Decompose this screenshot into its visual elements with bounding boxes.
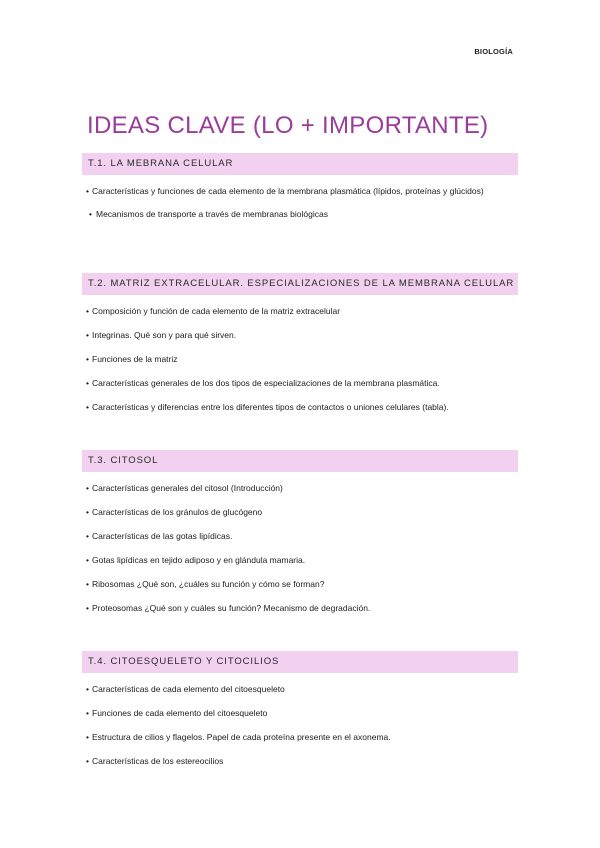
- list-item: [82, 731, 518, 744]
- item-text: Funciones de la matriz: [92, 354, 178, 364]
- item-list: [82, 185, 518, 221]
- list-item: [82, 530, 518, 543]
- bullet-icon: •: [86, 402, 89, 412]
- list-item: [82, 755, 518, 768]
- list-item: [82, 305, 518, 318]
- section-heading: T.3. CITOSOL: [82, 450, 518, 472]
- item-list: [82, 482, 518, 615]
- section-heading: T.4. CITOESQUELETO Y CITOCILIOS: [82, 651, 518, 673]
- list-item: [82, 707, 518, 720]
- item-list: [82, 683, 518, 768]
- item-text: Gotas lipídicas en tejido adiposo y en glándula mamaria.: [92, 555, 306, 565]
- item-text: Proteosomas ¿Qué son y cuáles su función? Mecanismo de degradación.: [92, 603, 371, 613]
- page-title: IDEAS CLAVE (LO + IMPORTANTE): [87, 112, 489, 139]
- bullet-icon: •: [86, 483, 89, 493]
- item-text: Características de los estereocilios: [92, 756, 224, 766]
- item-text: Composición y función de cada elemento de la matriz extracelular: [92, 306, 341, 316]
- list-item: [82, 208, 518, 221]
- list-item: [82, 482, 518, 495]
- list-item: [82, 602, 518, 615]
- bullet-icon: •: [89, 209, 92, 219]
- list-item: [82, 185, 518, 198]
- list-item: [82, 329, 518, 342]
- item-text: Mecanismos de transporte a través de membranas biológicas: [96, 209, 328, 219]
- section-heading: T.1. LA MEBRANA CELULAR: [82, 153, 518, 175]
- list-item: [82, 578, 518, 591]
- section-heading: T.2. MATRIZ EXTRACELULAR. ESPECIALIZACIONES DE LA MEMBRANA CELULAR: [82, 273, 518, 295]
- item-text: Características de los gránulos de glucógeno: [92, 507, 263, 517]
- item-text: Ribosomas ¿Qué son, ¿cuáles su función y cómo se forman?: [92, 579, 325, 589]
- item-text: Características generales de los dos tipos de especializaciones de la membrana plasmática.: [92, 378, 440, 388]
- bullet-icon: •: [86, 603, 89, 613]
- bullet-icon: •: [86, 330, 89, 340]
- section-t1: [82, 153, 518, 221]
- bullet-icon: •: [86, 684, 89, 694]
- bullet-icon: •: [86, 306, 89, 316]
- bullet-icon: •: [86, 579, 89, 589]
- item-text: Funciones de cada elemento del citoesqueleto: [92, 708, 268, 718]
- list-item: [82, 554, 518, 567]
- section-t2: [82, 273, 518, 414]
- item-text: Características y funciones de cada elemento de la membrana plasmática (lípidos, proteínas y glúcidos): [92, 186, 484, 196]
- document-header-label: BIOLOGÍA: [474, 47, 513, 56]
- list-item: [82, 683, 518, 696]
- item-list: [82, 305, 518, 414]
- item-text: Características de cada elemento del citoesqueleto: [92, 684, 285, 694]
- bullet-icon: •: [86, 354, 89, 364]
- item-text: Características y diferencias entre los diferentes tipos de contactos o uniones celulares (tabla).: [92, 402, 449, 412]
- section-t3: [82, 450, 518, 615]
- bullet-icon: •: [86, 507, 89, 517]
- item-text: Características generales del citosol (Introducción): [92, 483, 283, 493]
- bullet-icon: •: [86, 732, 89, 742]
- bullet-icon: •: [86, 378, 89, 388]
- bullet-icon: •: [86, 531, 89, 541]
- list-item: [82, 377, 518, 390]
- section-t4: [82, 651, 518, 768]
- list-item: [82, 401, 518, 414]
- bullet-icon: •: [86, 555, 89, 565]
- bullet-icon: •: [86, 186, 89, 196]
- list-item: [82, 506, 518, 519]
- bullet-icon: •: [86, 708, 89, 718]
- item-text: Integrinas. Qué son y para qué sirven.: [92, 330, 237, 340]
- item-text: Estructura de cilios y flagelos. Papel de cada proteína presente en el axonema.: [92, 732, 391, 742]
- bullet-icon: •: [86, 756, 89, 766]
- item-text: Características de las gotas lipídicas.: [92, 531, 233, 541]
- list-item: [82, 353, 518, 366]
